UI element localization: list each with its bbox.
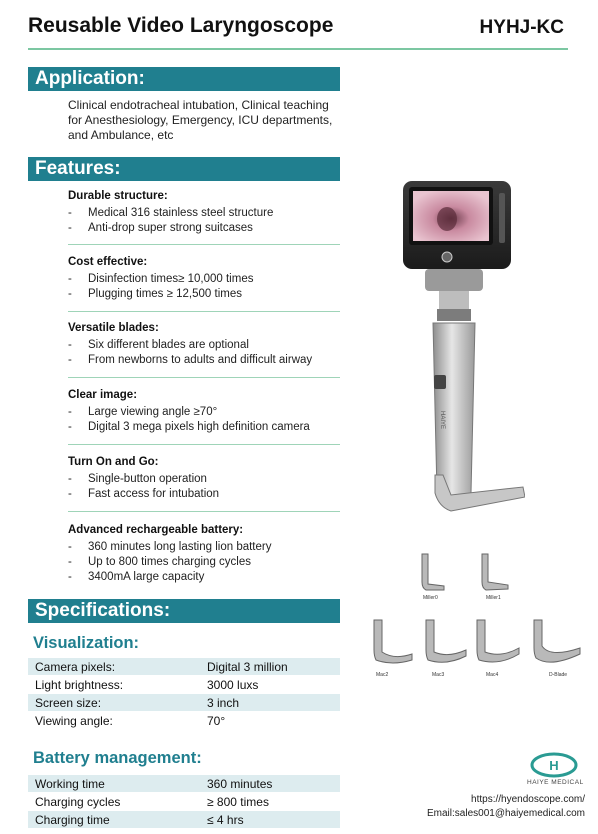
haiye-logo-icon <box>530 752 578 778</box>
neck-collar <box>437 309 471 321</box>
features-heading: Features: <box>28 157 340 181</box>
feature-group-cost <box>68 256 338 302</box>
website-link[interactable]: https://hyendoscope.com/ <box>471 794 585 805</box>
blade-miller1-image <box>478 552 512 592</box>
spec-key: Light brightness: <box>28 676 200 694</box>
feature-group-image <box>68 389 338 435</box>
feature-title: Versatile blades: <box>68 322 159 334</box>
feature-divider <box>68 444 340 445</box>
feature-item: - Large viewing angle ≥70° <box>68 405 338 420</box>
visualization-table <box>28 658 340 730</box>
spec-key: Camera pixels: <box>28 658 200 676</box>
table-row <box>28 676 340 694</box>
application-heading: Application: <box>28 67 340 91</box>
table-row <box>28 694 340 712</box>
swivel-neck <box>439 291 469 309</box>
feature-item: - Digital 3 mega pixels high definition camera <box>68 420 338 435</box>
feature-item: - Medical 316 stainless steel structure <box>68 206 338 221</box>
feature-title: Cost effective: <box>68 256 148 268</box>
svg-text:H: H <box>549 758 559 773</box>
feature-group-durable <box>68 190 338 236</box>
hinge-joint <box>425 269 483 291</box>
table-row <box>28 811 340 829</box>
spec-key: Screen size: <box>28 694 200 712</box>
spec-value: ≥ 800 times <box>200 793 340 811</box>
feature-item: - Fast access for intubation <box>68 487 338 502</box>
feature-item: - Anti-drop super strong suitcases <box>68 221 338 236</box>
feature-item: - 360 minutes long lasting lion battery <box>68 540 338 555</box>
spec-key: Viewing angle: <box>28 712 200 730</box>
feature-group-battery <box>68 524 338 585</box>
brand-name: HAIYE MEDICAL <box>527 779 584 786</box>
spec-value: Digital 3 million <box>200 658 340 676</box>
spec-value: 70° <box>200 712 340 730</box>
feature-divider <box>68 377 340 378</box>
feature-divider <box>68 244 340 245</box>
specifications-heading: Specifications: <box>28 599 340 623</box>
table-row <box>28 793 340 811</box>
model-number: HYHJ-KC <box>479 17 564 38</box>
spec-value: 360 minutes <box>200 775 340 793</box>
title-divider <box>28 48 568 50</box>
table-row <box>28 712 340 730</box>
feature-item: - Plugging times ≥ 12,500 times <box>68 287 338 302</box>
screen-image-shape <box>437 207 457 231</box>
blade-label: D-Blade <box>549 672 568 678</box>
blade-label: Miller1 <box>486 595 501 601</box>
feature-group-turn-on <box>68 456 338 502</box>
feature-divider <box>68 311 340 312</box>
blade-label: Mac3 <box>432 672 445 678</box>
blade-mac4-image <box>471 616 523 666</box>
monitor-side-grip <box>499 193 505 243</box>
spec-key: Charging time <box>28 811 200 829</box>
feature-item: - Up to 800 times charging cycles <box>68 555 338 570</box>
battery-heading: Battery management: <box>33 749 202 767</box>
email-link[interactable]: Email:sales001@haiyemedical.com <box>427 808 585 819</box>
table-row <box>28 775 340 793</box>
blade-miller0-image <box>418 552 448 592</box>
blade-label: Miller0 <box>423 595 438 601</box>
feature-title: Durable structure: <box>68 190 168 202</box>
spec-value: 3 inch <box>200 694 340 712</box>
feature-group-blades <box>68 322 338 368</box>
blade-label: Mac2 <box>376 672 389 678</box>
battery-table <box>28 775 340 829</box>
handle-label: HAIYE <box>439 411 445 430</box>
feature-title: Turn On and Go: <box>68 456 159 468</box>
spec-value: ≤ 4 hrs <box>200 811 340 829</box>
spec-key: Charging cycles <box>28 793 200 811</box>
feature-item: - From newborns to adults and difficult airway <box>68 353 338 368</box>
application-text: Clinical endotracheal intubation, Clinical teaching for Anesthesiology, Emergency, ICU departments, and Ambulance, etc <box>68 98 333 142</box>
feature-item: - Disinfection times≥ 10,000 times <box>68 272 338 287</box>
blade-d-blade-image <box>528 616 584 668</box>
feature-divider <box>68 511 340 512</box>
document-title: Reusable Video Laryngoscope <box>28 14 334 37</box>
spec-key: Working time <box>28 775 200 793</box>
spec-value: 3000 luxs <box>200 676 340 694</box>
laryngoscope-illustration <box>395 175 525 515</box>
handle-button-icon <box>434 375 446 389</box>
visualization-heading: Visualization: <box>33 634 140 652</box>
feature-title: Advanced rechargeable battery: <box>68 524 244 536</box>
table-row <box>28 658 340 676</box>
blade-label: Mac4 <box>486 672 499 678</box>
feature-item: - 3400mA large capacity <box>68 570 338 585</box>
feature-item: - Single-button operation <box>68 472 338 487</box>
blade-mac2-image <box>368 616 416 666</box>
blade-mac3-image <box>420 616 470 666</box>
power-button-icon <box>442 252 452 262</box>
feature-item: - Six different blades are optional <box>68 338 338 353</box>
feature-title: Clear image: <box>68 389 138 401</box>
